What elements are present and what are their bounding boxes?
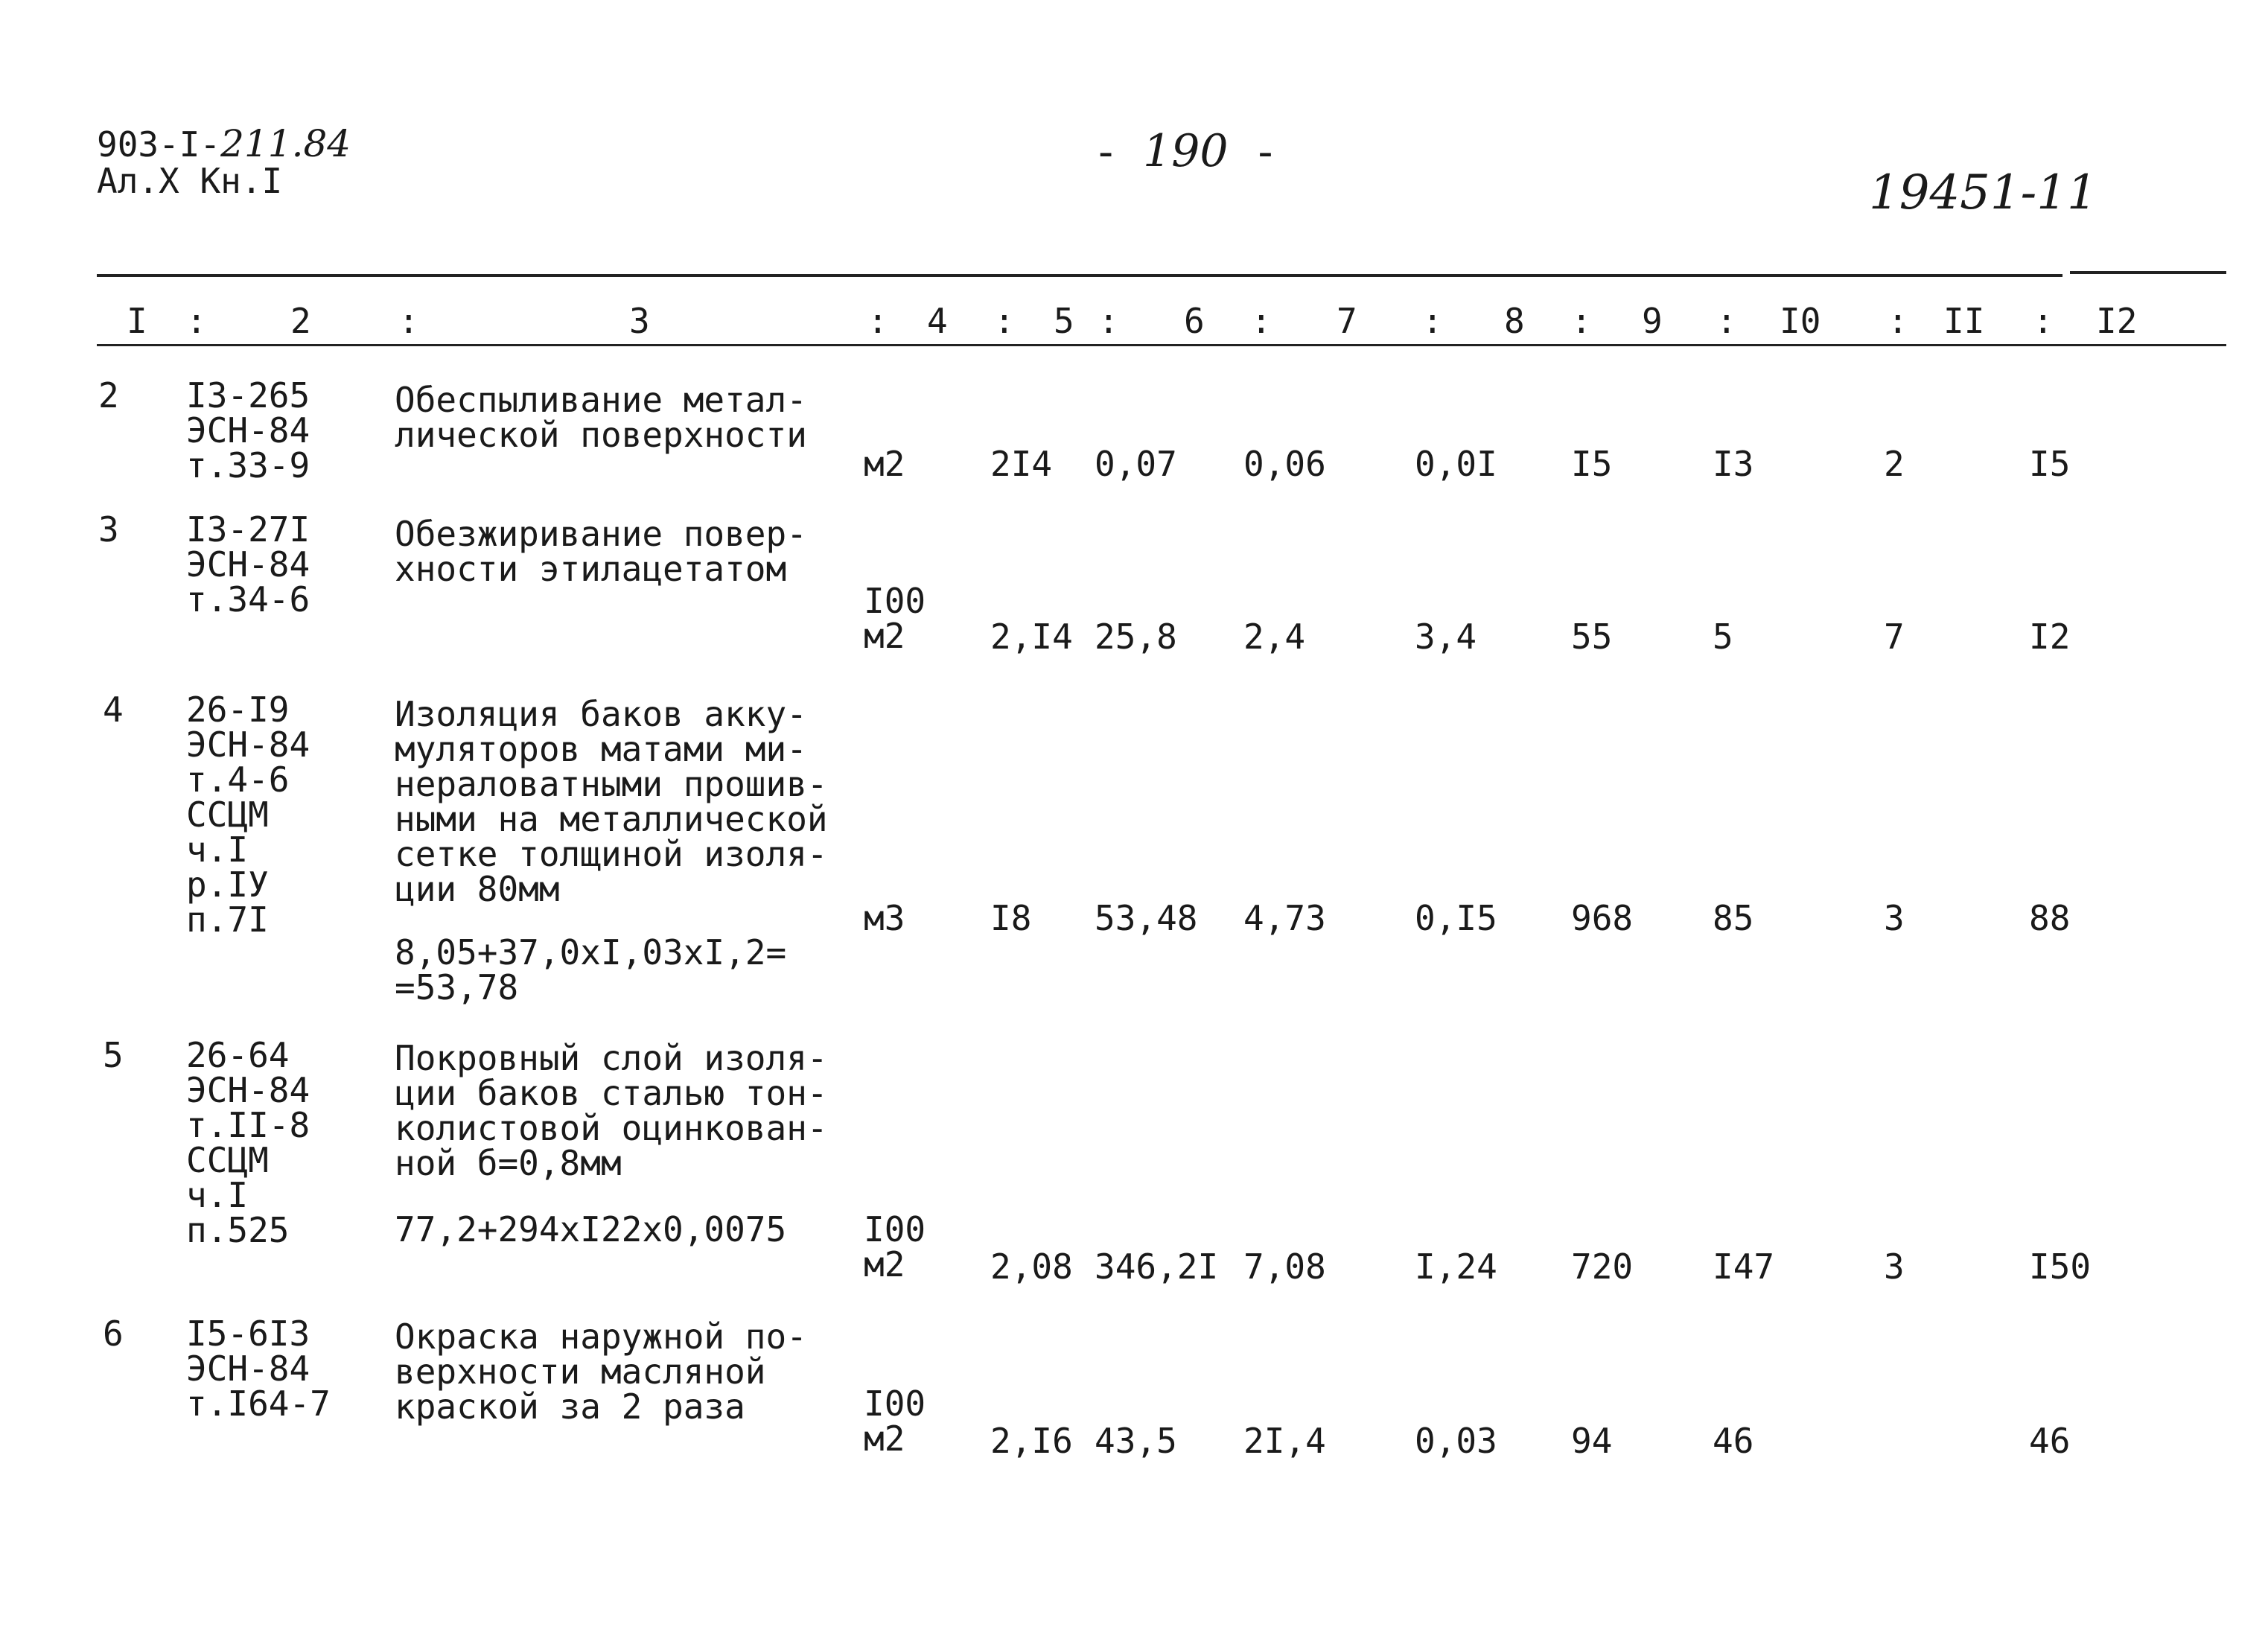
column-header-3: 3: [629, 301, 650, 341]
page-number-value: 190: [1143, 125, 1229, 177]
column-separator: :: [1571, 301, 1592, 341]
total-machines: 7: [1884, 617, 1905, 657]
quantity: I8: [990, 898, 1032, 938]
norm-code: I3-27I ЭСН-84 т.34-6: [186, 509, 310, 620]
column-separator: :: [1422, 301, 1443, 341]
total-machines: 3: [1884, 1246, 1905, 1287]
machine-cost: 0,03: [1415, 1421, 1497, 1461]
unit: I00 м2: [864, 1209, 926, 1284]
unit: I00 м2: [864, 1384, 926, 1459]
total-wages: 5: [1713, 617, 1733, 657]
archive-number: 19451-11: [1869, 165, 2097, 220]
total-sum: I50: [2029, 1246, 2092, 1287]
column-separator: :: [398, 301, 419, 341]
quantity-calculation: 77,2+294xI22x0,0075: [395, 1209, 787, 1249]
unit-cost: 25,8: [1095, 617, 1177, 657]
album-book-line: Ал.X Кн.I: [97, 161, 283, 201]
top-rule-right: [2070, 271, 2226, 274]
work-description: Окраска наружной по- верхности масляной краской за 2 раза: [395, 1316, 807, 1427]
document-code-handwritten: 211.84: [220, 122, 351, 165]
row-number: 6: [103, 1314, 124, 1354]
total-sum: I5: [2029, 444, 2071, 484]
column-separator: :: [186, 301, 207, 341]
column-header-10: I0: [1780, 301, 1821, 341]
unit-cost: 43,5: [1095, 1421, 1177, 1461]
column-separator: :: [1716, 301, 1737, 341]
unit-cost: 0,07: [1095, 444, 1177, 484]
row-number: 2: [98, 375, 119, 415]
top-rule-left: [97, 274, 2062, 277]
total-wages: I3: [1713, 444, 1754, 484]
wages-cost: 4,73: [1243, 898, 1326, 938]
row-number: 4: [103, 690, 124, 730]
unit-cost: 53,48: [1095, 898, 1198, 938]
column-header-5: 5: [1054, 301, 1074, 341]
quantity: 2,I4: [990, 617, 1073, 657]
column-separator: :: [1098, 301, 1119, 341]
machine-cost: 0,I5: [1415, 898, 1497, 938]
total-cost: 55: [1571, 617, 1613, 657]
work-description: Обеспыливание метал- лической поверхности: [395, 380, 807, 455]
column-separator: :: [1888, 301, 1908, 341]
total-wages: I47: [1713, 1246, 1775, 1287]
unit: I00 м2: [864, 581, 926, 656]
column-header-2: 2: [290, 301, 311, 341]
column-separator: :: [1251, 301, 1272, 341]
quantity: 2I4: [990, 444, 1053, 484]
wages-cost: 2,4: [1243, 617, 1306, 657]
unit-cost: 346,2I: [1095, 1246, 1219, 1287]
work-description: Обезжиривание повер- хности этилацетатом: [395, 514, 807, 589]
machine-cost: 3,4: [1415, 617, 1477, 657]
wages-cost: 7,08: [1243, 1246, 1326, 1287]
total-cost: 720: [1571, 1246, 1634, 1287]
norm-code: I3-265 ЭСН-84 т.33-9: [186, 375, 310, 485]
norm-code: I5-6I3 ЭСН-84 т.I64-7: [186, 1314, 331, 1424]
column-header-8: 8: [1504, 301, 1525, 341]
column-header-12: I2: [2096, 301, 2138, 341]
total-sum: 88: [2029, 898, 2071, 938]
column-header-7: 7: [1337, 301, 1357, 341]
page-dash-right: -: [1258, 128, 1273, 176]
page-dash-left: -: [1098, 128, 1114, 176]
column-header-4: 4: [927, 301, 948, 341]
unit: м2: [864, 444, 905, 484]
unit: м3: [864, 898, 905, 938]
total-machines: 3: [1884, 898, 1905, 938]
quantity: 2,I6: [990, 1421, 1073, 1461]
machine-cost: I,24: [1415, 1246, 1497, 1287]
row-number: 3: [98, 509, 119, 550]
document-code-printed: 903-I-: [97, 124, 221, 165]
work-description: Изоляция баков акку- муляторов матами ми- нераловатными прошив- ными на металлической сетке толщиной изоля- ции 80мм: [395, 694, 828, 909]
column-header-6: 6: [1184, 301, 1205, 341]
column-header-1: I: [127, 301, 147, 341]
document-code: [97, 122, 351, 165]
total-wages: 46: [1713, 1421, 1754, 1461]
wages-cost: 2I,4: [1243, 1421, 1326, 1461]
page-number: [1098, 125, 1273, 177]
row-number: 5: [103, 1035, 124, 1075]
header-bottom-rule: [97, 344, 2226, 346]
quantity-calculation: 8,05+37,0xI,03xI,2= =53,78: [395, 932, 787, 1007]
total-cost: I5: [1571, 444, 1613, 484]
total-cost: 94: [1571, 1421, 1613, 1461]
total-sum: 46: [2029, 1421, 2071, 1461]
total-sum: I2: [2029, 617, 2071, 657]
wages-cost: 0,06: [1243, 444, 1326, 484]
column-separator: :: [2033, 301, 2054, 341]
total-cost: 968: [1571, 898, 1634, 938]
column-header-11: II: [1943, 301, 1985, 341]
norm-code: 26-I9 ЭСН-84 т.4-6 ССЦМ ч.I р.IУ п.7I: [186, 690, 310, 940]
column-header-9: 9: [1642, 301, 1663, 341]
total-machines: 2: [1884, 444, 1905, 484]
quantity: 2,08: [990, 1246, 1073, 1287]
total-wages: 85: [1713, 898, 1754, 938]
machine-cost: 0,0I: [1415, 444, 1497, 484]
norm-code: 26-64 ЭСН-84 т.II-8 ССЦМ ч.I п.525: [186, 1035, 310, 1250]
work-description: Покровный слой изоля- ции баков сталью тон- колистовой оцинкован- ной б=0,8мм: [395, 1038, 828, 1183]
column-separator: :: [994, 301, 1015, 341]
column-separator: :: [867, 301, 888, 341]
